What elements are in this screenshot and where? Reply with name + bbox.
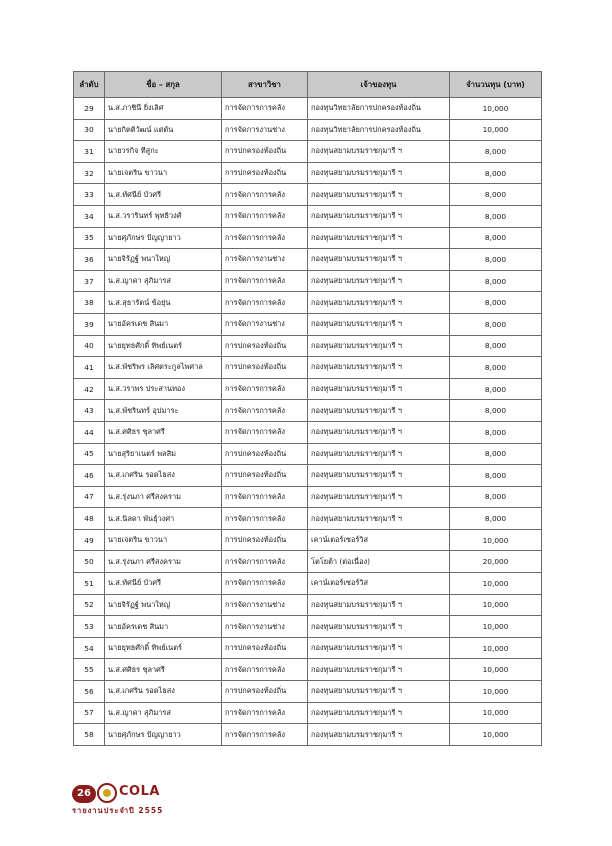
cell-sponsor: เคาน์เตอร์เซอร์วิส — [308, 529, 450, 551]
table-row — [74, 702, 542, 724]
cell-field: การจัดการงานช่าง — [222, 594, 308, 616]
table-row — [74, 205, 542, 227]
cell-sponsor: กองทุนสยามบรมราชกุมารี ฯ — [308, 616, 450, 638]
cell-amount: 10,000 — [450, 616, 542, 638]
cell-no: 41 — [74, 357, 105, 379]
cell-sponsor: กองทุนสยามบรมราชกุมารี ฯ — [308, 378, 450, 400]
cell-amount: 8,000 — [450, 162, 542, 184]
table-row — [74, 400, 542, 422]
cell-name: น.ส.พัชรินทร์ อุปมาระ — [105, 400, 222, 422]
cell-sponsor: กองทุนสยามบรมราชกุมารี ฯ — [308, 357, 450, 379]
cell-no: 29 — [74, 98, 105, 120]
cell-amount: 8,000 — [450, 465, 542, 487]
cell-name: น.ส.วราพร ประสานทอง — [105, 378, 222, 400]
cell-no: 50 — [74, 551, 105, 573]
table-row — [74, 724, 542, 746]
cell-sponsor: กองทุนสยามบรมราชกุมารี ฯ — [308, 162, 450, 184]
cell-name: น.ส.รุ่งนภา ศรีสงคราม — [105, 551, 222, 573]
cell-sponsor: กองทุนสยามบรมราชกุมารี ฯ — [308, 486, 450, 508]
column-header-sponsor: เจ้าของทุน — [308, 72, 450, 98]
cell-name: น.ส.นิลดา พันธุ์วงศา — [105, 508, 222, 530]
cell-field: การจัดการการคลัง — [222, 205, 308, 227]
cell-name: น.ส.ศศิธร ชุลาศรี — [105, 659, 222, 681]
cell-name: นายกิตติวัฒน์ แต่ตัน — [105, 119, 222, 141]
cell-no: 49 — [74, 529, 105, 551]
cell-no: 38 — [74, 292, 105, 314]
table-row — [74, 119, 542, 141]
cell-sponsor: กองทุนสยามบรมราชกุมารี ฯ — [308, 508, 450, 530]
table-row — [74, 162, 542, 184]
cell-amount: 8,000 — [450, 357, 542, 379]
cell-amount: 10,000 — [450, 724, 542, 746]
cell-field: การปกครองท้องถิ่น — [222, 162, 308, 184]
cell-name: นายอัครเดช สินมา — [105, 616, 222, 638]
table-row — [74, 313, 542, 335]
cell-no: 51 — [74, 573, 105, 595]
cell-field: การจัดการการคลัง — [222, 184, 308, 206]
cell-sponsor: โตโยต้า (ต่อเนื่อง) — [308, 551, 450, 573]
cell-amount: 8,000 — [450, 270, 542, 292]
cell-name: น.ส.ญาดา สุภิมารส — [105, 270, 222, 292]
table-row — [74, 443, 542, 465]
table-row — [74, 98, 542, 120]
table-row — [74, 249, 542, 271]
cell-name: นายจิรัฏฐ์ พนาใหญ่ — [105, 249, 222, 271]
table-header-row — [74, 72, 542, 98]
table-row — [74, 594, 542, 616]
cell-name: น.ส.ศศิธร ชุลาศรี — [105, 421, 222, 443]
cola-logo-text: COLA — [119, 784, 160, 799]
cell-sponsor: กองทุนสยามบรมราชกุมารี ฯ — [308, 421, 450, 443]
cell-field: การจัดการการคลัง — [222, 421, 308, 443]
cell-name: นายเจตริน ขาวนา — [105, 162, 222, 184]
table-row — [74, 421, 542, 443]
cell-field: การจัดการการคลัง — [222, 486, 308, 508]
cell-amount: 10,000 — [450, 573, 542, 595]
cell-sponsor: กองทุนสยามบรมราชกุมารี ฯ — [308, 659, 450, 681]
table-row — [74, 508, 542, 530]
cell-amount: 10,000 — [450, 594, 542, 616]
cell-name: นายเจตริน ขาวนา — [105, 529, 222, 551]
cell-field: การจัดการการคลัง — [222, 724, 308, 746]
cell-field: การจัดการการคลัง — [222, 270, 308, 292]
cell-no: 55 — [74, 659, 105, 681]
cell-sponsor: เคาน์เตอร์เซอร์วิส — [308, 573, 450, 595]
cell-sponsor: กองทุนสยามบรมราชกุมารี ฯ — [308, 724, 450, 746]
table-row — [74, 681, 542, 703]
cell-field: การจัดการการคลัง — [222, 508, 308, 530]
table-row — [74, 637, 542, 659]
cell-amount: 8,000 — [450, 227, 542, 249]
cell-field: การจัดการงานช่าง — [222, 313, 308, 335]
column-header-field: สาขาวิชา — [222, 72, 308, 98]
table-row — [74, 529, 542, 551]
cell-amount: 8,000 — [450, 508, 542, 530]
cell-no: 32 — [74, 162, 105, 184]
cell-name: น.ส.ทัศนีย์ บัวศรี — [105, 184, 222, 206]
cell-no: 56 — [74, 681, 105, 703]
cell-sponsor: กองทุนสยามบรมราชกุมารี ฯ — [308, 141, 450, 163]
cell-name: นายศุภักษร ปัญญายาว — [105, 724, 222, 746]
cell-name: นายยุทธศักดิ์ ทิพย์เนตร์ — [105, 637, 222, 659]
cell-field: การจัดการการคลัง — [222, 98, 308, 120]
cell-no: 46 — [74, 465, 105, 487]
cell-amount: 20,000 — [450, 551, 542, 573]
cell-no: 44 — [74, 421, 105, 443]
cell-field: การจัดการงานช่าง — [222, 249, 308, 271]
cell-sponsor: กองทุนสยามบรมราชกุมารี ฯ — [308, 292, 450, 314]
cell-amount: 8,000 — [450, 292, 542, 314]
cell-sponsor: กองทุนสยามบรมราชกุมารี ฯ — [308, 249, 450, 271]
cell-field: การปกครองท้องถิ่น — [222, 335, 308, 357]
cell-amount: 10,000 — [450, 98, 542, 120]
cell-no: 52 — [74, 594, 105, 616]
cell-amount: 8,000 — [450, 378, 542, 400]
table-row — [74, 486, 542, 508]
cell-sponsor: กองทุนสยามบรมราชกุมารี ฯ — [308, 270, 450, 292]
cell-amount: 10,000 — [450, 637, 542, 659]
cell-field: การจัดการการคลัง — [222, 659, 308, 681]
cell-name: นายอัครเดช สินมา — [105, 313, 222, 335]
cell-sponsor: กองทุนสยามบรมราชกุมารี ฯ — [308, 227, 450, 249]
cell-no: 43 — [74, 400, 105, 422]
cell-amount: 8,000 — [450, 400, 542, 422]
cell-no: 57 — [74, 702, 105, 724]
cell-field: การปกครองท้องถิ่น — [222, 357, 308, 379]
table-row — [74, 616, 542, 638]
cell-field: การปกครองท้องถิ่น — [222, 637, 308, 659]
table-row — [74, 184, 542, 206]
table-row — [74, 270, 542, 292]
page-footer — [72, 782, 182, 822]
emblem-center — [103, 789, 111, 797]
cell-name: น.ส.วรารินทร์ พุทธิวงศ์ — [105, 205, 222, 227]
cell-field: การจัดการการคลัง — [222, 227, 308, 249]
cell-field: การจัดการงานช่าง — [222, 616, 308, 638]
cell-sponsor: กองทุนสยามบรมราชกุมารี ฯ — [308, 465, 450, 487]
cell-amount: 8,000 — [450, 335, 542, 357]
cell-no: 35 — [74, 227, 105, 249]
table-row — [74, 227, 542, 249]
cell-name: น.ส.รุ่งนภา ศรีสงคราม — [105, 486, 222, 508]
column-header-amount: จำนวนทุน (บาท) — [450, 72, 542, 98]
cell-name: น.ส.เกศริน รอดไธสง — [105, 465, 222, 487]
table-row — [74, 335, 542, 357]
page-number: 26 — [72, 785, 96, 803]
cell-amount: 10,000 — [450, 659, 542, 681]
cell-name: นายยุทธศักดิ์ ทิพย์เนตร์ — [105, 335, 222, 357]
cell-no: 31 — [74, 141, 105, 163]
cell-name: น.ส.ภาชินี ยิ่งเลิศ — [105, 98, 222, 120]
cell-no: 53 — [74, 616, 105, 638]
cell-name: น.ส.พัชริพร เลิศตระกูลไพศาล — [105, 357, 222, 379]
report-title: รายงานประจำปี 2555 — [72, 806, 164, 815]
cell-no: 33 — [74, 184, 105, 206]
cell-sponsor: กองทุนวิทยาลัยการปกครองท้องถิ่น — [308, 119, 450, 141]
cell-no: 54 — [74, 637, 105, 659]
cell-field: การจัดการงานช่าง — [222, 119, 308, 141]
table-row — [74, 659, 542, 681]
cell-sponsor: กองทุนสยามบรมราชกุมารี ฯ — [308, 443, 450, 465]
cell-sponsor: กองทุนวิทยาลัยการปกครองท้องถิ่น — [308, 98, 450, 120]
cell-amount: 10,000 — [450, 702, 542, 724]
cell-field: การปกครองท้องถิ่น — [222, 681, 308, 703]
cell-field: การจัดการการคลัง — [222, 702, 308, 724]
cell-no: 47 — [74, 486, 105, 508]
cell-name: นายจิรัฏฐ์ พนาใหญ่ — [105, 594, 222, 616]
column-header-no: ลำดับ — [74, 72, 105, 98]
table-body — [74, 98, 542, 746]
cell-name: น.ส.เกศริน รอดไธสง — [105, 681, 222, 703]
cell-field: การปกครองท้องถิ่น — [222, 141, 308, 163]
cell-amount: 10,000 — [450, 119, 542, 141]
table-row — [74, 357, 542, 379]
cell-no: 58 — [74, 724, 105, 746]
cell-field: การจัดการการคลัง — [222, 378, 308, 400]
cell-no: 39 — [74, 313, 105, 335]
table-row — [74, 551, 542, 573]
cell-sponsor: กองทุนสยามบรมราชกุมารี ฯ — [308, 594, 450, 616]
cell-no: 36 — [74, 249, 105, 271]
cell-no: 30 — [74, 119, 105, 141]
cell-no: 34 — [74, 205, 105, 227]
table-row — [74, 465, 542, 487]
cell-sponsor: กองทุนสยามบรมราชกุมารี ฯ — [308, 637, 450, 659]
cell-amount: 8,000 — [450, 141, 542, 163]
cell-sponsor: กองทุนสยามบรมราชกุมารี ฯ — [308, 702, 450, 724]
cell-amount: 8,000 — [450, 421, 542, 443]
cell-sponsor: กองทุนสยามบรมราชกุมารี ฯ — [308, 400, 450, 422]
cola-emblem-icon — [97, 783, 117, 803]
cell-no: 37 — [74, 270, 105, 292]
cell-name: นายสุริยาเนตร์ พลสิม — [105, 443, 222, 465]
cell-no: 48 — [74, 508, 105, 530]
cell-amount: 8,000 — [450, 313, 542, 335]
cell-field: การจัดการการคลัง — [222, 292, 308, 314]
cell-name: นายวรกิจ ทีสูกะ — [105, 141, 222, 163]
cell-sponsor: กองทุนสยามบรมราชกุมารี ฯ — [308, 184, 450, 206]
cell-amount: 8,000 — [450, 205, 542, 227]
table-row — [74, 378, 542, 400]
scholarship-table — [73, 71, 542, 746]
table-row — [74, 141, 542, 163]
column-header-name: ชื่อ – สกุล — [105, 72, 222, 98]
cell-field: การจัดการการคลัง — [222, 551, 308, 573]
cell-amount: 10,000 — [450, 529, 542, 551]
cell-no: 45 — [74, 443, 105, 465]
cell-sponsor: กองทุนสยามบรมราชกุมารี ฯ — [308, 205, 450, 227]
cell-sponsor: กองทุนสยามบรมราชกุมารี ฯ — [308, 681, 450, 703]
cell-name: น.ส.สุธารัตน์ ข้อยุ่น — [105, 292, 222, 314]
cell-no: 40 — [74, 335, 105, 357]
table-row — [74, 573, 542, 595]
cell-name: นายศุภักษร ปัญญายาว — [105, 227, 222, 249]
cell-amount: 8,000 — [450, 249, 542, 271]
cell-field: การปกครองท้องถิ่น — [222, 443, 308, 465]
cell-field: การปกครองท้องถิ่น — [222, 465, 308, 487]
cell-amount: 10,000 — [450, 681, 542, 703]
cell-field: การปกครองท้องถิ่น — [222, 529, 308, 551]
cell-sponsor: กองทุนสยามบรมราชกุมารี ฯ — [308, 335, 450, 357]
cell-amount: 8,000 — [450, 486, 542, 508]
cell-field: การจัดการการคลัง — [222, 400, 308, 422]
cell-sponsor: กองทุนสยามบรมราชกุมารี ฯ — [308, 313, 450, 335]
table-row — [74, 292, 542, 314]
cell-no: 42 — [74, 378, 105, 400]
cell-name: น.ส.ทัศนีย์ บัวศรี — [105, 573, 222, 595]
cell-amount: 8,000 — [450, 184, 542, 206]
cell-field: การจัดการการคลัง — [222, 573, 308, 595]
cell-name: น.ส.ญาดา สุภิมารส — [105, 702, 222, 724]
cell-amount: 8,000 — [450, 443, 542, 465]
